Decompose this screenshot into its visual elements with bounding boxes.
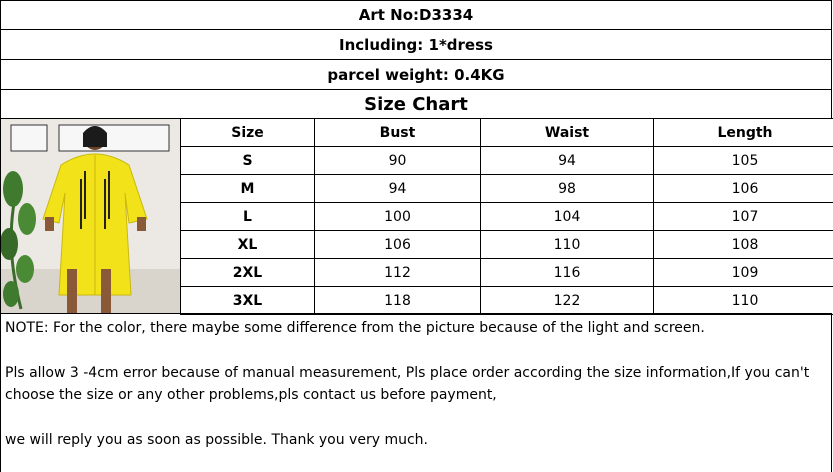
size-table [180, 118, 833, 315]
table-row [181, 175, 833, 203]
size-chart-title-row [0, 89, 832, 119]
note-measurement-error: Pls allow 3 -4cm error because of manual measurement, Pls place order according the size information,If you can't [5, 365, 810, 381]
size-table-header [181, 119, 833, 147]
size-cell: XL [181, 231, 315, 259]
bust-cell: 118 [315, 287, 481, 315]
table-row [181, 203, 833, 231]
waist-cell: 104 [481, 203, 654, 231]
including-row [0, 29, 832, 60]
table-row [181, 259, 833, 287]
length-cell: 109 [654, 259, 833, 287]
size-cell: M [181, 175, 315, 203]
parcel-weight-row [0, 59, 832, 90]
bust-cell: 112 [315, 259, 481, 287]
parcel-weight-text: parcel weight: 0.4KG [327, 65, 505, 84]
table-row [181, 147, 833, 175]
art-number: Art No:D3334 [358, 6, 474, 24]
bust-cell: 90 [315, 147, 481, 175]
length-cell: 110 [654, 287, 833, 315]
bust-cell: 94 [315, 175, 481, 203]
model-in-yellow-dress-image [1, 119, 181, 314]
notes-section [0, 313, 832, 472]
column-header-waist: Waist [481, 119, 654, 147]
table-row [181, 231, 833, 259]
table-row [181, 287, 833, 315]
bust-cell: 100 [315, 203, 481, 231]
length-cell: 105 [654, 147, 833, 175]
waist-cell: 110 [481, 231, 654, 259]
size-cell: S [181, 147, 315, 175]
column-header-length: Length [654, 119, 833, 147]
size-cell: L [181, 203, 315, 231]
waist-cell: 122 [481, 287, 654, 315]
bust-cell: 106 [315, 231, 481, 259]
note-contact-before-payment: choose the size or any other problems,pls contact us before payment, [5, 387, 497, 403]
size-cell: 3XL [181, 287, 315, 315]
size-cell: 2XL [181, 259, 315, 287]
product-photo [0, 118, 181, 314]
note-reply: we will reply you as soon as possible. Thank you very much. [5, 432, 428, 448]
art-number-row [0, 0, 832, 30]
length-cell: 107 [654, 203, 833, 231]
note-color-disclaimer: NOTE: For the color, there maybe some difference from the picture because of the light and screen. [5, 320, 705, 336]
including-text: Including: 1*dress [339, 35, 493, 54]
waist-cell: 98 [481, 175, 654, 203]
length-cell: 108 [654, 231, 833, 259]
waist-cell: 94 [481, 147, 654, 175]
waist-cell: 116 [481, 259, 654, 287]
size-chart-title: Size Chart [364, 93, 468, 115]
column-header-size: Size [181, 119, 315, 147]
length-cell: 106 [654, 175, 833, 203]
column-header-bust: Bust [315, 119, 481, 147]
